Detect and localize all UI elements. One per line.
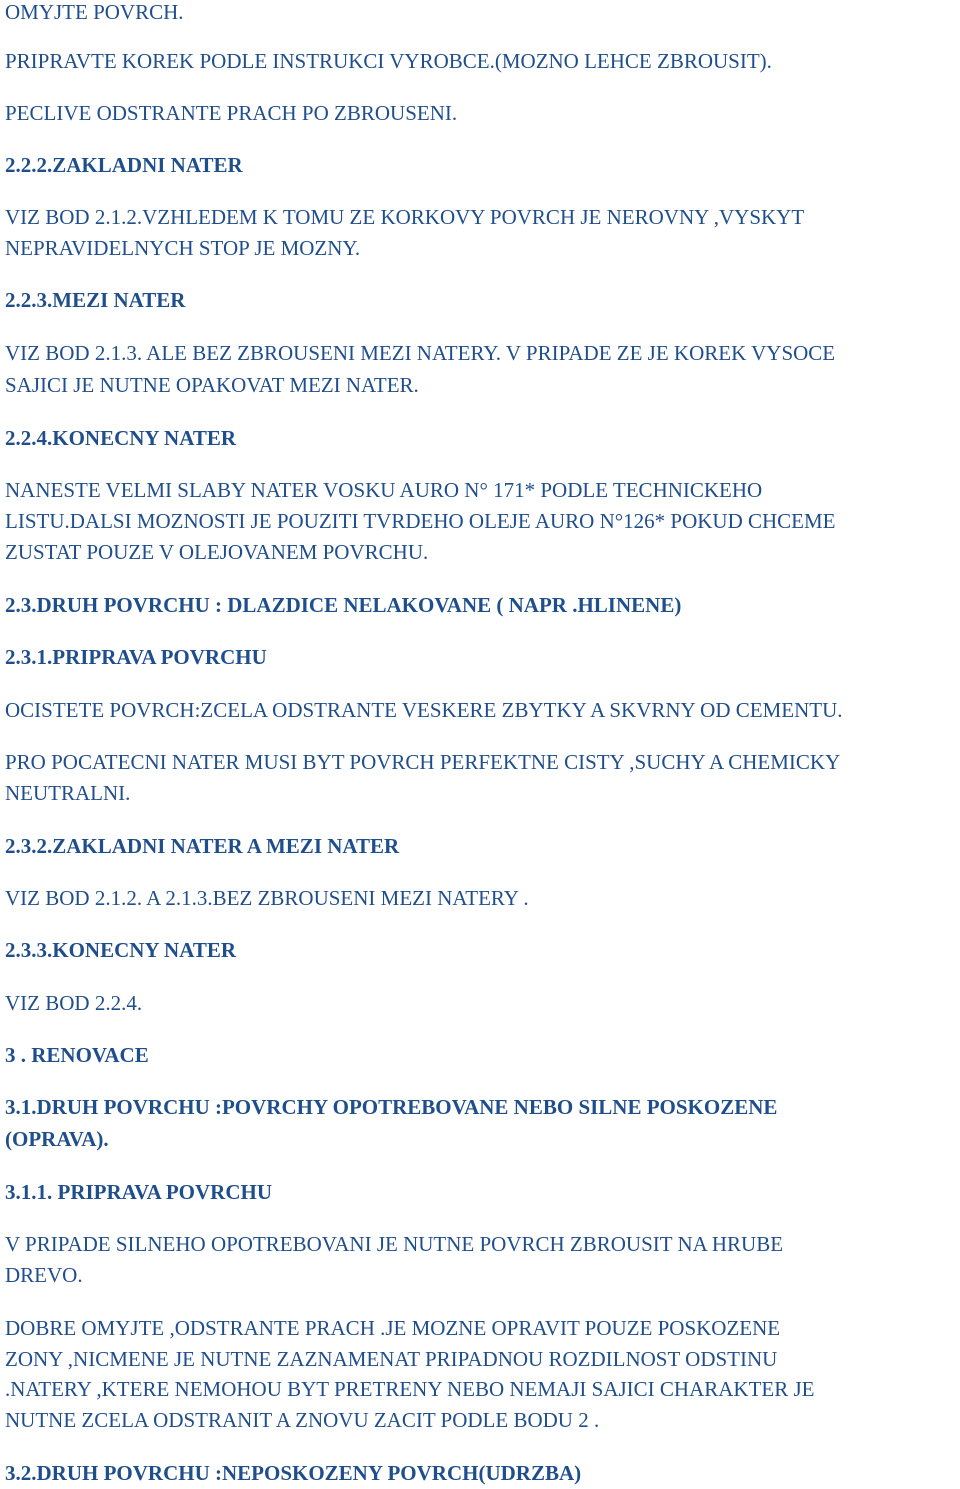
paragraph-text: DOBRE OMYJTE ,ODSTRANTE PRACH .JE MOZNE OPRAVIT POUZE POSKOZENE bbox=[5, 1316, 781, 1340]
paragraph-text: VIZ BOD 2.2.4. bbox=[5, 991, 143, 1015]
paragraph-text: VIZ BOD 2.1.2. A 2.1.3.BEZ ZBROUSENI MEZI NATERY . bbox=[5, 886, 529, 910]
paragraph-text: V PRIPADE SILNEHO OPOTREBOVANI JE NUTNE POVRCH ZBROUSIT NA HRUBE bbox=[5, 1232, 784, 1256]
section-heading: 2.3.3.KONECNY NATER bbox=[5, 938, 237, 962]
paragraph-text: DREVO. bbox=[5, 1263, 83, 1287]
paragraph-text: VIZ BOD 2.1.2.VZHLEDEM K TOMU ZE KORKOVY POVRCH JE NEROVNY ,VYSKYT bbox=[5, 205, 805, 229]
paragraph-text: NEPRAVIDELNYCH STOP JE MOZNY. bbox=[5, 236, 361, 260]
paragraph-text: ZUSTAT POUZE V OLEJOVANEM POVRCHU. bbox=[5, 540, 429, 564]
paragraph-text: NUTNE ZCELA ODSTRANIT A ZNOVU ZACIT PODLE BODU 2 . bbox=[5, 1408, 600, 1432]
paragraph-text: NEUTRALNI. bbox=[5, 781, 131, 805]
section-heading: 3.1.1. PRIPRAVA POVRCHU bbox=[5, 1180, 272, 1204]
section-heading: (OPRAVA). bbox=[5, 1127, 109, 1151]
section-heading: 2.3.2.ZAKLADNI NATER A MEZI NATER bbox=[5, 834, 400, 858]
paragraph-text: NANESTE VELMI SLABY NATER VOSKU AURO N° 171* PODLE TECHNICKEHO bbox=[5, 478, 763, 502]
paragraph-text: PRIPRAVTE KOREK PODLE INSTRUKCI VYROBCE.(MOZNO LEHCE ZBROUSIT). bbox=[5, 49, 772, 73]
section-heading: 3.2.DRUH POVRCHU :NEPOSKOZENY POVRCH(UDRZBA) bbox=[5, 1461, 582, 1485]
paragraph-text: VIZ BOD 2.1.3. ALE BEZ ZBROUSENI MEZI NATERY. V PRIPADE ZE JE KOREK VYSOCE bbox=[5, 341, 836, 365]
section-heading: 2.2.2.ZAKLADNI NATER bbox=[5, 153, 243, 177]
paragraph-text: PRO POCATECNI NATER MUSI BYT POVRCH PERFEKTNE CISTY ,SUCHY A CHEMICKY bbox=[5, 750, 841, 774]
paragraph-text: SAJICI JE NUTNE OPAKOVAT MEZI NATER. bbox=[5, 373, 419, 397]
section-heading: 2.3.1.PRIPRAVA POVRCHU bbox=[5, 645, 267, 669]
paragraph-text: PECLIVE ODSTRANTE PRACH PO ZBROUSENI. bbox=[5, 101, 458, 125]
paragraph-text: ZONY ,NICMENE JE NUTNE ZAZNAMENAT PRIPADNOU ROZDILNOST ODSTINU bbox=[5, 1347, 778, 1371]
section-heading: 2.2.4.KONECNY NATER bbox=[5, 426, 237, 450]
section-heading: 2.3.DRUH POVRCHU : DLAZDICE NELAKOVANE ( NAPR .HLINENE) bbox=[5, 593, 682, 617]
paragraph-text: .NATERY ,KTERE NEMOHOU BYT PRETRENY NEBO NEMAJI SAJICI CHARAKTER JE bbox=[5, 1377, 815, 1401]
section-heading: 3 . RENOVACE bbox=[5, 1043, 149, 1067]
paragraph-text: OCISTETE POVRCH:ZCELA ODSTRANTE VESKERE ZBYTKY A SKVRNY OD CEMENTU. bbox=[5, 698, 843, 722]
section-heading: 2.2.3.MEZI NATER bbox=[5, 288, 186, 312]
section-heading: 3.1.DRUH POVRCHU :POVRCHY OPOTREBOVANE NEBO SILNE POSKOZENE bbox=[5, 1095, 778, 1119]
paragraph-text: LISTU.DALSI MOZNOSTI JE POUZITI TVRDEHO OLEJE AURO N°126* POKUD CHCEME bbox=[5, 509, 836, 533]
paragraph-text: OMYJTE POVRCH. bbox=[5, 0, 184, 24]
